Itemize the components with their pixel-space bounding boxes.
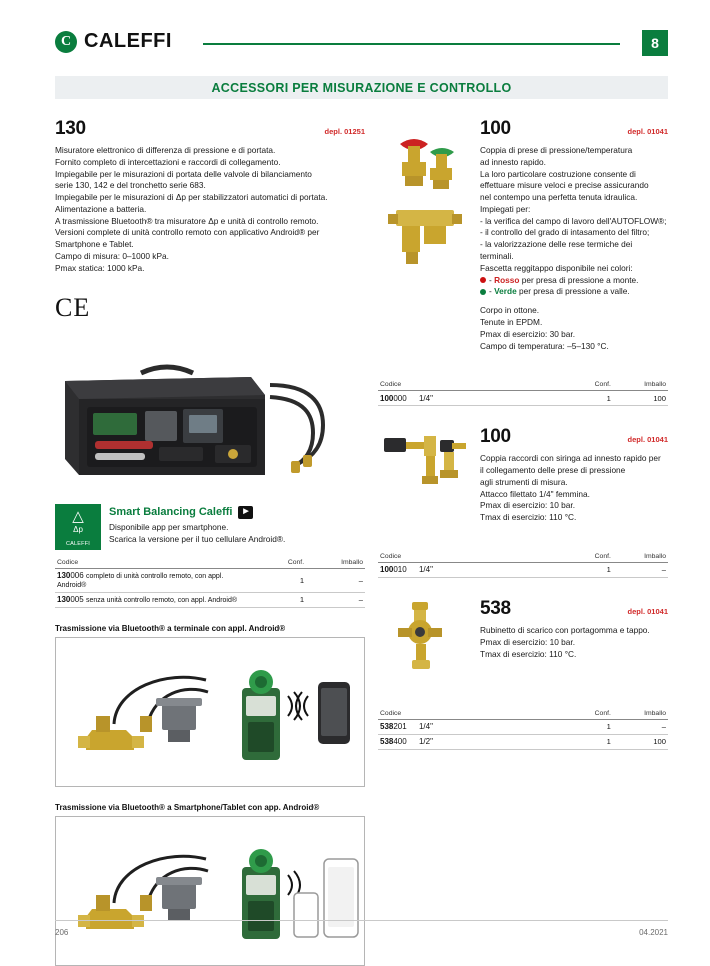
desc-line: Fornito completo di intercettazioni e raccordi di collegamento. (55, 156, 281, 167)
th-conf: Conf. (558, 552, 613, 563)
desc-line: ad innesto rapido. (480, 156, 546, 167)
brand-logo (55, 30, 172, 53)
play-icon[interactable]: ▶ (238, 506, 253, 519)
brand-name: CALEFFI (84, 30, 172, 52)
product-100b-text (480, 426, 668, 524)
product-100b-depl: depl. 01041 (627, 435, 668, 445)
desc-line: Impiegati per: (480, 203, 531, 214)
code-prefix: 100 (380, 565, 394, 575)
product-100a-block (378, 118, 668, 352)
product-538-code-table (378, 709, 668, 750)
desc-line: effettuare misure veloci e precise assicurando (480, 180, 649, 191)
code-prefix: 538 (380, 737, 394, 747)
table-row (55, 568, 365, 592)
table-header-row (378, 380, 668, 391)
desc-line: Impiegabile per le misurazioni di portata delle valvole di bilanciamento (55, 168, 312, 179)
ce-mark-icon: CΕ (55, 292, 91, 322)
product-100b-block (378, 426, 668, 524)
color-line-green: - Verde per presa di pressione a valle. (480, 286, 668, 298)
desc-line: Misuratore elettronico di differenza di pressione e di portata. (55, 145, 276, 155)
desc-line: Pmax statica: 1000 kPa. (55, 262, 145, 273)
th-codice: Codice (55, 558, 247, 569)
smart-balancing-icon (55, 504, 101, 550)
table-row (378, 391, 668, 406)
th-imballo: Imballo (306, 558, 365, 569)
product-130-photo (55, 333, 365, 488)
cell-code (378, 562, 558, 577)
desc-line: Campo di temperatura: –5–130 °C. (480, 340, 609, 351)
color-rest-red: per presa di pressione a monte. (521, 274, 639, 285)
section-number-badge: 8 (642, 30, 668, 56)
cell-code (378, 734, 558, 749)
cell-imballo: 100 (613, 734, 668, 749)
product-130-description (55, 145, 365, 275)
desc-line: Smartphone e Tablet. (55, 239, 134, 250)
product-100a-code-table (378, 380, 668, 406)
cell-conf: 1 (247, 568, 306, 592)
th-imballo: Imballo (613, 552, 668, 563)
smart-balancing-title: Smart Balancing Caleffi (109, 505, 233, 518)
code-desc: 1/2" (418, 737, 433, 747)
cell-conf: 1 (558, 734, 613, 749)
desc-line: Pmax di esercizio: 10 bar. (480, 636, 575, 647)
desc-line: Impiegabile per le misurazioni di Δp per stabilizzatori automatici di portata. (55, 192, 328, 203)
code-suffix: 400 (393, 737, 407, 747)
desc-line: nel contempo una perfetta tenuta idraulica. (480, 192, 638, 203)
product-100b-header (480, 426, 668, 448)
desc-line: - la valorizzazione delle rese termiche dei terminali. (480, 239, 633, 262)
desc-line: Coppia raccordi con siringa ad innesto rapido per (480, 453, 661, 464)
edition-date: 04.2021 (639, 928, 668, 937)
code-suffix: 006 (70, 571, 84, 581)
desc-line: Coppia di prese di pressione/temperatura (480, 145, 633, 155)
desc-line: serie 130, 142 e del tronchetto serie 683. (55, 180, 206, 191)
smart-balancing-title-row (109, 505, 285, 521)
cell-imballo: – (613, 562, 668, 577)
section-title: ACCESSORI PER MISURAZIONE E CONTROLLO (211, 80, 512, 95)
cell-conf: 1 (558, 719, 613, 734)
desc-line: Corpo in ottone. (480, 305, 540, 316)
th-imballo: Imballo (613, 709, 668, 720)
th-codice: Codice (378, 552, 558, 563)
code-suffix: 010 (393, 565, 407, 575)
cell-imballo: 100 (613, 391, 668, 406)
smart-balancing-line2: Scarica la versione per il tuo cellulare Android®. (109, 533, 286, 544)
product-538-block (378, 598, 668, 681)
desc-line: Pmax di esercizio: 30 bar. (480, 328, 575, 339)
product-538-text (480, 598, 668, 681)
signal-icon: △ (72, 507, 84, 525)
footer-divider (55, 920, 668, 921)
table-header-row (55, 558, 365, 569)
desc-line: Campo di misura: 0–1000 kPa. (55, 251, 169, 262)
table-row (378, 734, 668, 749)
caleffi-logo-icon: C (55, 31, 77, 53)
product-130-depl: depl. 01251 (324, 127, 365, 136)
page-footer (55, 928, 668, 937)
cell-code (378, 391, 558, 406)
product-130-code: 130 (55, 118, 86, 139)
product-100a-depl: depl. 01041 (627, 127, 668, 136)
desc-line: il collegamento delle prese di pressione (480, 465, 626, 476)
code-suffix: 005 (70, 595, 84, 605)
green-dot-icon (480, 289, 486, 295)
product-100b-description (480, 453, 668, 524)
th-conf: Conf. (558, 380, 613, 391)
color-label-green: Verde (494, 286, 517, 297)
code-prefix: 100 (380, 393, 394, 403)
desc-line: Tmax di esercizio: 110 °C. (480, 512, 577, 523)
product-100b-photo (378, 426, 470, 524)
product-100a-photo (378, 118, 470, 352)
code-desc: 1/4" (418, 393, 433, 403)
color-rest-green: per presa di pressione a valle. (519, 286, 630, 297)
desc-line: Tmax di esercizio: 110 °C. (480, 648, 577, 659)
code-desc: completo di unità controllo remoto, con appl. Android® (57, 573, 224, 590)
desc-line: - il controllo del grado di intasamento del filtro; (480, 227, 650, 238)
desc-line: Rubinetto di scarico con portagomma e tappo. (480, 624, 650, 635)
color-line-red: - Rosso per presa di pressione a monte. (480, 275, 668, 287)
table-row (378, 562, 668, 577)
color-label-red: Rosso (494, 274, 520, 285)
desc-line: A trasmissione Bluetooth® tra misuratore Δp e unità di controllo remoto. (55, 215, 319, 226)
product-100a-code: 100 (480, 118, 511, 139)
delta-p-label: Δp (73, 524, 83, 534)
smart-balancing-line1: Disponibile app per smartphone. (109, 521, 229, 532)
desc-line: Fascetta reggitappo disponibile nei colori: (480, 262, 633, 273)
product-100a-header (480, 118, 668, 140)
desc-line: Alimentazione a batteria. (55, 203, 147, 214)
code-suffix: 000 (393, 393, 407, 403)
desc-line: Attacco filettato 1/4" femmina. (480, 488, 590, 499)
product-538-depl: depl. 01041 (627, 606, 668, 616)
code-suffix: 201 (393, 722, 407, 732)
figure-2-caption: Trasmissione via Bluetooth® a Smartphone/Tablet con app. Android® (55, 802, 320, 812)
figure-1-caption: Trasmissione via Bluetooth® a terminale con appl. Android® (55, 623, 286, 633)
desc-line: - la verifica del campo di lavoro dell'AUTOFLOW®; (480, 215, 667, 226)
right-column (378, 118, 668, 750)
cell-conf: 1 (247, 592, 306, 607)
cell-imballo: – (613, 719, 668, 734)
code-prefix: 538 (380, 722, 394, 732)
th-conf: Conf. (247, 558, 306, 569)
figure-2-box (55, 816, 365, 966)
product-538-photo (378, 598, 470, 681)
desc-line: Pmax di esercizio: 10 bar. (480, 500, 575, 511)
th-conf: Conf. (558, 709, 613, 720)
product-130-header (55, 118, 365, 140)
th-imballo: Imballo (613, 380, 668, 391)
desc-line: Tenute in EPDM. (480, 316, 543, 327)
table-header-row (378, 552, 668, 563)
cell-code (55, 568, 247, 592)
page-header (55, 30, 668, 64)
desc-line: Versioni complete di unità controllo remoto con applicativo Android® per (55, 227, 320, 238)
page-number: 206 (55, 928, 69, 937)
cell-code (55, 592, 247, 607)
left-column (55, 118, 365, 966)
product-100a-description (480, 145, 668, 352)
table-row (55, 592, 365, 607)
smart-balancing-block (55, 504, 365, 550)
code-prefix: 130 (57, 595, 71, 605)
cell-imballo: – (306, 592, 365, 607)
product-100b-code: 100 (480, 426, 511, 448)
red-dot-icon (480, 277, 486, 283)
header-divider (203, 43, 620, 45)
product-538-code: 538 (480, 597, 511, 619)
table-header-row (378, 709, 668, 720)
figure-1-box (55, 637, 365, 787)
smart-icon-brand: CALEFFI (65, 540, 90, 547)
cell-conf: 1 (558, 562, 613, 577)
product-100a-text (480, 118, 668, 352)
code-desc: senza unità controllo remoto, con appl. Android® (85, 597, 238, 605)
smart-balancing-text (109, 504, 285, 550)
th-codice: Codice (378, 709, 558, 720)
cell-conf: 1 (558, 391, 613, 406)
product-538-header (480, 598, 668, 620)
product-538-description (480, 625, 668, 660)
table-row (378, 719, 668, 734)
product-100b-code-table (378, 552, 668, 578)
th-codice: Codice (378, 380, 558, 391)
code-prefix: 130 (57, 571, 71, 581)
section-title-bar (55, 76, 668, 99)
desc-line: agli strumenti di misura. (480, 476, 568, 487)
product-130-code-table (55, 558, 365, 608)
desc-line: La loro particolare costruzione consente di (480, 168, 636, 179)
code-desc: 1/4" (418, 722, 433, 732)
cell-code (378, 719, 558, 734)
code-desc: 1/4" (418, 565, 433, 575)
cell-imballo: – (306, 568, 365, 592)
